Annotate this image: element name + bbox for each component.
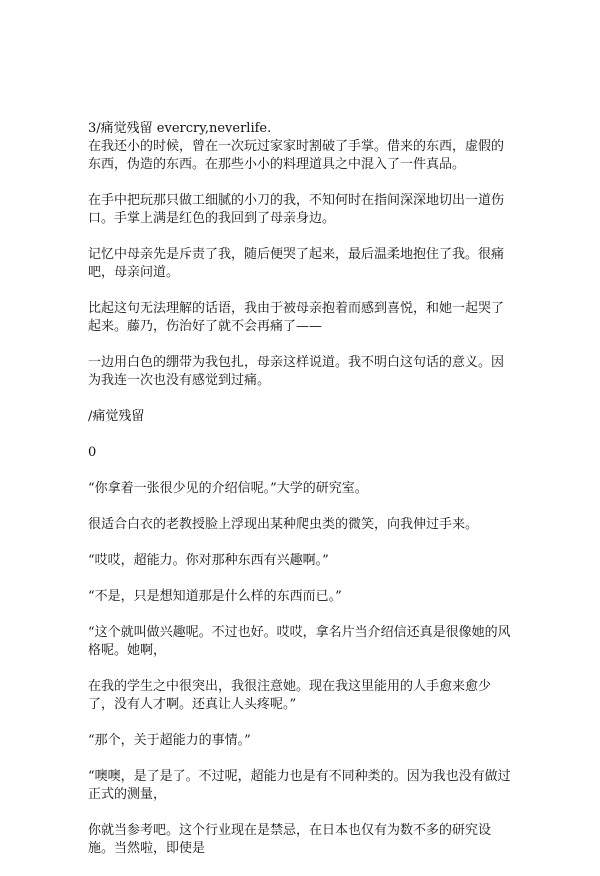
paragraph-3: 记忆中母亲先是斥责了我，随后便哭了起来，最后温柔地抱住了我。很痛吧，母亲问道。 <box>88 247 505 280</box>
paragraph-14: 你就当参考吧。这个行业现在是禁忌，在日本也仅有为数不多的研究设施。当然啦，即使是 <box>88 823 492 856</box>
paragraph-6: “你拿着一张很少见的介绍信呢。”大学的研究室。 <box>88 481 368 496</box>
paragraph-9: “不是，只是想知道那是什么样的东西而已。” <box>88 589 342 604</box>
paragraph-4: 比起这句无法理解的话语，我由于被母亲抱着而感到喜悦，和她一起哭了起来。藤乃，伤治好了就不会再痛了—— <box>88 301 505 334</box>
paragraph-12: “那个，关于超能力的事情。” <box>88 733 251 748</box>
section-title: /痛觉残留 <box>88 409 145 424</box>
chapter-heading: 3/痛觉残留 evercry,neverlife. <box>88 121 272 136</box>
paragraph-1: 在我还小的时候，曾在一次玩过家家时割破了手掌。借来的东西，虚假的东西，伪造的东西。在那些小小的料理道具之中混入了一件真品。 <box>88 139 505 172</box>
document-page <box>88 120 516 876</box>
section-number: 0 <box>88 445 97 460</box>
paragraph-8: “哎哎，超能力。你对那种东西有兴趣啊。” <box>88 553 329 568</box>
paragraph-7: 很适合白衣的老教授脸上浮现出某种爬虫类的微笑，向我伸过手来。 <box>88 517 479 532</box>
paragraph-2: 在手中把玩那只做工细腻的小刀的我，不知何时在指间深深地切出一道伤口。手掌上满是红色的我回到了母亲身边。 <box>88 193 505 226</box>
paragraph-13: “噢噢，是了是了。不过呢，超能力也是有不同种类的。因为我也没有做过正式的测量， <box>88 769 511 802</box>
paragraph-10: “这个就叫做兴趣呢。不过也好。哎哎，拿名片当介绍信还真是很像她的风格呢。她啊， <box>88 625 511 658</box>
paragraph-5: 一边用白色的绷带为我包扎，母亲这样说道。我不明白这句话的意义。因为我连一次也没有感觉到过痛。 <box>88 355 505 388</box>
paragraph-11: 在我的学生之中很突出，我很注意她。现在我这里能用的人手愈来愈少了，没有人才啊。还真让人头疼呢。” <box>88 679 492 712</box>
